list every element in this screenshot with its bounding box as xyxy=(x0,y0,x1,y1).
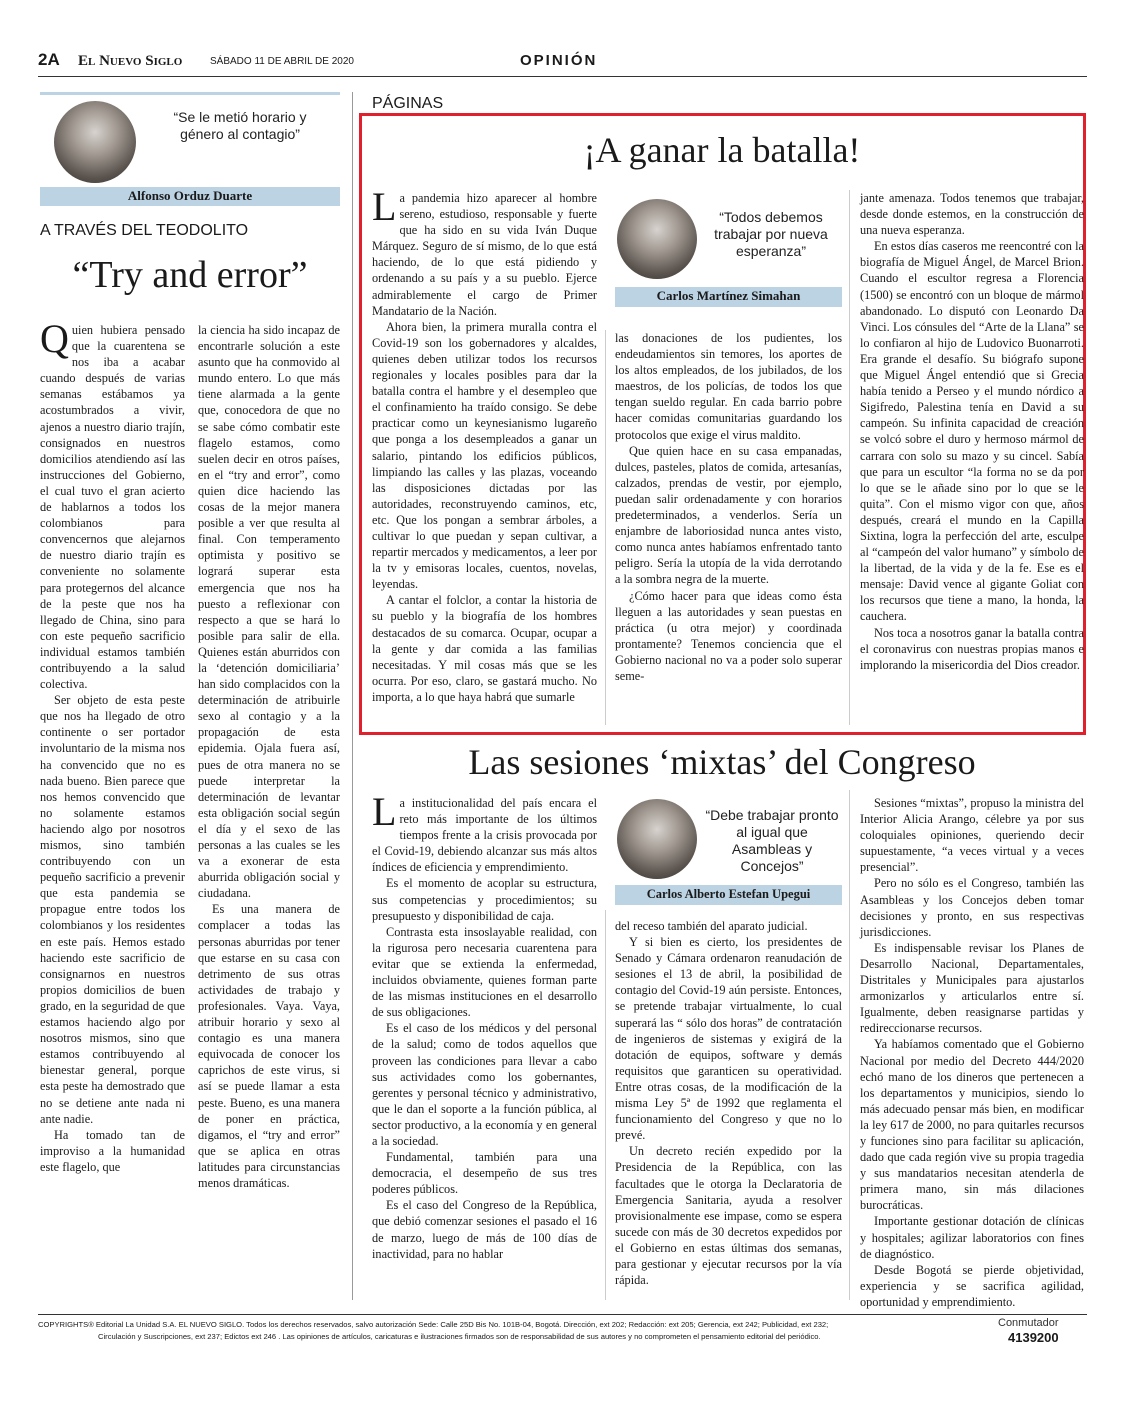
paragraph: Es el caso del Congreso de la República, que debió comenzar sesiones el pasado el 16 de marzo, luego de más de 100 días de inactividad, para no hablar xyxy=(372,1198,597,1261)
paragraph: jante amenaza. Todos tenemos que trabajar, desde donde estemos, en la construcción de una nueva esperanza. xyxy=(860,191,1084,238)
paragraph: Ser objeto de esta peste que nos ha llegado de otro continente o ser portador involuntario de la misma nos ha convencido que no es nada bueno. Bien parece que nos hemos convencido que no solamente estamos haciendo algo por nosotros mismos, sino también contribuyendo con un pequeño sacrificio a prevenir que esta pandemia se propague entre todos los colombianos y los residentes en este país. Hemos estado haciendo este sacrificio de consignarnos en nuestros propios domicilios de buen grado, en la seguridad de que estamos haciendo algo por nosotros mismos, sino que estamos contribuyendo al bienestar general, porque esta peste ha demostrado que no se detiene ante nada ni ante nadie. xyxy=(40,693,185,1126)
paragraph: Importante gestionar dotación de clínicas y hospitales; agilizar laboratorios con fines de diagnóstico. xyxy=(860,1214,1084,1261)
author-quote: “Se le metió horario y género al contagio” xyxy=(173,109,307,142)
paragraph: las donaciones de los pudientes, los endeudamientos sin temores, los aportes de los altos empleados, de los jubilados, de los maestros, de los policías, de todos los que tengan sueldo regular. En cada barrio pobre hacer comidas comunitarias guardando los protocolos que exige el virus maldito. xyxy=(615,331,842,442)
article-text xyxy=(615,330,842,725)
paragraph: Ya habíamos comentado que el Gobierno Nacional por medio del Decreto 444/2020 echó mano de los dineros que pertenecen a los departamentos y municipios, siendo lo más adecuado pensar más bien, en modificar la ley 617 de 2000, no para quitarles recursos y funciones sino para facilitar su aplicación, dado que cada región vive su propia tragedia y sus mandatarios necesitan atenderla de primera mano, sin más dilaciones burocráticas. xyxy=(860,1037,1084,1213)
paragraph: Un decreto recién expedido por la Presidencia de la República, con las facultades que le otorga la Declaratoria de Emergencia Sanitaria, ayuda a resolver provisionalmente ese impase, como se espera sucede con más de 30 decretos expedidos por el Gobierno en estas últimas dos semanas, para gestionar y ejecutar recursos por la vía rápida. xyxy=(615,1144,842,1288)
column-title: “Try and error” xyxy=(72,254,308,296)
author-photo xyxy=(617,199,697,279)
paragraph: Y si bien es cierto, los presidentes de Senado y Cámara ordenaron reanudación de sesiones el 13 de abril, la posibilidad de contagio del Covid-19 aún persiste. Entonces, se pretende trabajar virtualmente, lo cual superará las “ sólo dos horas” de contratación de ingenieros de sistemas y exigirá de la dotación de equipos, software y demás requisitos que garanticen su operatividad. Entre otras cosas, de la modificación de la misma Ley 5ª de 1992 que reglamenta el funcionamiento del Congreso y que no lo prevé. xyxy=(615,935,842,1143)
paragraph: Es el caso de los médicos y del personal de la salud; como de todos aquellos que proveen las condiciones para llevar a cabo sus actividades como los gobernantes, gerentes y personal técnico y administrativo, que le dan el soporte a la función pública, al sector productivo, a la economía y en general a la sociedad. xyxy=(372,1021,597,1148)
column-rule xyxy=(352,92,353,1300)
paragraph: a institucionalidad del país encara el reto más importante de los últimos tiempos frente a la crisis provocada por el Covid-19, debiendo alcanzar sus más altos índices de eficiencia y emprendimiento. xyxy=(372,796,597,875)
section-kicker: PÁGINAS xyxy=(372,95,444,112)
section-title: OPINIÓN xyxy=(520,52,598,69)
article-text xyxy=(372,789,597,1300)
author-quote: “Debe trabajar pronto al igual que Asambleas y Concejos” xyxy=(705,807,839,874)
drop-cap: L xyxy=(372,184,397,229)
paragraph: Fundamental, también para una democracia, el desempeño de sus tres poderes públicos. xyxy=(372,1150,597,1197)
paragraph: Es una manera de complacer a todas las personas aburridas por tener que estarse en su casa con detrimento de sus otras actividades de trabajo y profesionales. Vaya. Vaya, atribuir horario y sexo al contagio es una manera equivocada de conocer los caprichos de este virus, si así se puede llamar a esta peste. Bueno, es una manera de poner en práctica, digamos, el “try and error” que se aplica en otras latitudes para circunstancias menos dramáticas. xyxy=(198,902,340,1190)
paragraph: En estos días caseros me reencontré con la biografía de Miguel Ángel, de Marcel Brion. Cuando el escultor regresa a Florencia (1500) se encontró con un bloque de mármol abandonado. Lo disputó con Leonardo Da Vinci. Los cónsules del “Arte de la Llana” se lo confiaron al hijo de Ludovico Buonarroti. Era grande el desafío. Su biógrafo supone que Miguel Ángel entendió que si Grecia había tenido a Perseo y el mundo nórdico a Sigifredo, Palestina tenía en David a su campeón. Su infinita capacidad de creación se volcó sobre el duro y hermoso mármol de carrara con solo su mazo y su cincel. Sabía que para un escultor “la forma no se da por lo que se le añade sino por lo que se le quita”. Con el mismo vigor con que, años después, creará el mundo en la Capilla Sixtina, logra la perfección del arte, esculpe al “campeón del valor humano” y símbolo de la libertad, de la vida y de la fe. Ese es el mensaje: David vence al gigante Goliat con los recursos que tiene a mano, la honda, la cauchera. xyxy=(860,239,1084,624)
author-box xyxy=(40,92,340,210)
footer-notice: Circulación y Suscripciones, ext 237; Edictos ext 246 . Las opiniones de artículos, caricaturas e ilustraciones firmados son de responsabilidad de sus autores y no comprometen el pensamiento editorial del periódico. xyxy=(98,1332,821,1341)
paper-name: El Nuevo Siglo xyxy=(78,53,183,69)
article-text xyxy=(372,184,597,725)
author-byline: Carlos Alberto Estefan Upegui xyxy=(615,885,842,905)
paragraph: Es indispensable revisar los Planes de Desarrollo Nacional, Departamentales, Distritales y Municipales para ajustarlos armonizarlos y articularlos entre sí. Igualmente, deben reasignarse partidas y redireccionarse recursos. xyxy=(860,940,1084,1036)
issue-date: SÁBADO 11 DE ABRIL DE 2020 xyxy=(210,56,354,67)
article-text xyxy=(40,316,185,1300)
article-text xyxy=(860,190,1084,725)
paragraph: Ahora bien, la primera muralla contra el Covid-19 son los gobernadores y alcaldes, quienes deben utilizar todos los recursos regionales y locales posibles para dar la batalla contra el hambre y el desempleo que el confinamiento ha traído consigo. Se debe practicar como un keynesianismo lugareño que ponga a los desempleados a ganar un salario, pintando los edificios públicos, limpiando las calles y las plazas, voceando las disposiciones dictadas por las autoridades, reconstruyendo caminos, etc, etc. Que los pongan a sembrar árboles, a cultivar lo que puedan y sepan cultivar, a repartir mercados y medicamentos, a leer por la tv y emisoras locales, cuentos, novelas, leyendas. xyxy=(372,319,597,592)
author-photo xyxy=(54,101,136,183)
paragraph: A cantar el folclor, a contar la historia de su pueblo y la biografía de los hombres destacados de su comarca. Ocupar, ocupar a la gente y dar comida a las familias necesitadas. Y mil cosas más que se les ocurra. Por eso, claro, se gastará mucho. No importa, a lo que haya habrá que sumarle xyxy=(372,593,597,704)
paragraph: ¿Cómo hacer para que ideas como ésta lleguen a las autoridades y sean puestas en práctica (u otra mejor) y coordinada prontamente? Tenemos conciencia que el Gobierno nacional no va a poder solo superar seme- xyxy=(615,588,842,683)
paragraph: Desde Bogotá se pierde objetividad, experiencia y se sacrifica agilidad, oportunidad y emprendimiento. xyxy=(860,1262,1084,1309)
drop-cap: Q xyxy=(40,316,69,361)
paragraph: a pandemia hizo aparecer al hombre sereno, estudioso, responsable y fuerte que ha sido en su vida Iván Duque Márquez. Seguro de sí mismo, de lo que está haciendo, de lo que está pidiendo y ordenando a su país y a su pueblo. Ejerce admirablemente el cargo de Primer Mandatario de la Nación. xyxy=(372,191,597,318)
paragraph: Sesiones “mixtas”, propuso la ministra del Interior Alicia Arango, célebre ya por sus coloquiales opiniones, queriendo decir supuestamente, “a veces virtual y a veces presencial”. xyxy=(860,796,1084,875)
author-byline: Carlos Martínez Simahan xyxy=(615,287,842,307)
conmutador-number: 4139200 xyxy=(1008,1330,1059,1345)
author-quote: “Todos debemos trabajar por nueva esperanza” xyxy=(714,209,828,259)
paragraph: Ha tomado tan de improviso a la humanidad este flagelo, que xyxy=(40,1127,185,1174)
masthead xyxy=(38,50,1087,77)
paragraph: Es el momento de acoplar su estructura, sus competencias y procedimientos; su presupuesto y disponibilidad de caja. xyxy=(372,876,597,923)
footer xyxy=(38,1314,1087,1345)
paragraph: uien hubiera pensado que la cuarentena se nos iba a acabar cuando después de varias semanas estábamos ya acostumbrados a vivir, ajenos a nuestro diario trajín, consignados en nuestros domicilios atendiendo así las instrucciones del Gobierno, el cual tuvo el gran acierto de hablarnos a todos los colombianos para convencernos que alejarnos de nuestro diario trajín es conveniente no solamente para protegernos del alcance de la peste que nos ha llegado de China, sino para con este pequeño sacrificio individual estamos también contribuyendo a la salud colectiva. xyxy=(40,323,185,692)
drop-cap: L xyxy=(372,789,397,834)
paragraph: Pero no sólo es el Congreso, también las Asambleas y los Concejos deben tomar decisiones y pronto, en sus respectivas jurisdicciones. xyxy=(860,876,1084,939)
column-kicker: A TRAVÉS DEL TEODOLITO xyxy=(40,222,249,239)
paragraph: la ciencia ha sido incapaz de encontrarle solución a este asunto que ha conmovido al mundo entero. Lo que más tiene alarmada a la gente que, conocedora de que no se sabe cómo combatir este flagelo estamos, como suelen decir en otros países, en el “try and error”, como quien dice haciendo las cosas de la mejor manera posible a ver que resulta al final. Con temperamento optimista y positivo se logrará superar esta emergencia que nos ha puesto a reflexionar con respecto a que se hará lo posible para salir de ella. Quienes están aburridos con la ‘detención domiciliaria’ han sido complacidos con la determinación de atribuirle sexo al contagio y a la propagación de esta epidemia. Ojala fuera así, pues de otra manera no se puede interpretar la determinación de levantar esta obligación social según el día y el sexo de las personas a las cuales se les va a exonerar de esta aburrida obligación social y ciudadana. xyxy=(198,323,340,901)
author-box xyxy=(615,795,842,910)
author-byline: Alfonso Orduz Duarte xyxy=(40,187,340,206)
article-text xyxy=(860,795,1084,1309)
author-photo xyxy=(617,799,697,879)
article-title: Las sesiones ‘mixtas’ del Congreso xyxy=(468,742,976,782)
page-number: 2A xyxy=(38,50,60,69)
article-text xyxy=(198,322,340,1300)
column-rule xyxy=(605,910,606,1300)
article-text xyxy=(615,918,842,1300)
paragraph: Contrasta esta insoslayable realidad, con la rigurosa pero necesaria cuarentena para evitar que se extienda la enfermedad, incluidos obviamente, quienes forman parte de las mismas instituciones en el desarrollo de sus obligaciones. xyxy=(372,924,597,1020)
author-box xyxy=(615,195,842,312)
paragraph: Que quien hace en su casa empanadas, dulces, pasteles, platos de comida, artesanías, calzados, prendas de vestir, por ejemplo, puedan salir ordenadamente y con horarios predeterminados, a venderlos. Sería un enjambre de laboriosidad nunca antes visto, como nunca antes habíamos enfrentado tanto peligro. Sería la utopía de la vida derrotando a la sombra negra de la muerte. xyxy=(615,443,842,587)
footer-copyright: COPYRIGHTS® Editorial La Unidad S.A. EL NUEVO SIGLO. Todos los derechos reservados, salvo autorización Sede: Calle 25D Bis No. 101B-04, Bogotá. Dirección, ext 202; Redacción: ext 205; Gerencia, ext 242; Publicidad, ext 232; xyxy=(38,1320,829,1329)
paragraph: Nos toca a nosotros ganar la batalla contra el coronavirus con nuestras propias manos e implorando la misericordia del Dios creador. xyxy=(860,625,1084,672)
article-title: ¡A ganar la batalla! xyxy=(583,130,861,170)
column-rule xyxy=(849,790,850,1300)
paragraph: del receso también del aparato judicial. xyxy=(615,919,808,933)
conmutador-label: Conmutador xyxy=(998,1317,1059,1329)
